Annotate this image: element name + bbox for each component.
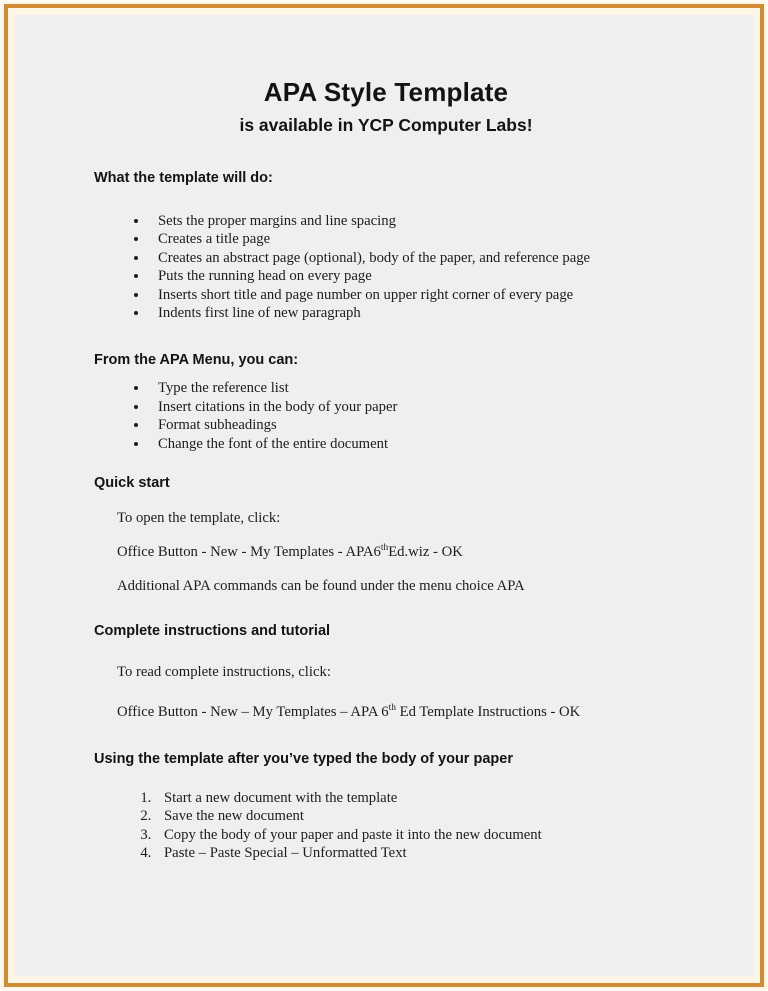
section-heading-quick-start: Quick start: [94, 475, 170, 492]
section-heading-from-apa-menu: From the APA Menu, you can:: [94, 352, 299, 369]
list-item: 2. Save the new document: [155, 807, 753, 825]
page-subtitle: is available in YCP Computer Labs!: [239, 115, 533, 135]
list-item: • Creates an abstract page (optional), body of the paper, and reference page: [149, 249, 753, 267]
menu-path-suffix: Ed Template Instructions - OK: [395, 704, 581, 721]
list-item: 3. Copy the body of your paper and paste it into the new document: [155, 826, 753, 844]
list-item: 1. Start a new document with the template: [155, 789, 753, 807]
list-item: • Indents first line of new paragraph: [149, 304, 753, 322]
list-item: • Type the reference list: [149, 379, 753, 397]
list-item: 4. Paste – Paste Special – Unformatted Text: [155, 844, 753, 862]
list-item: • Insert citations in the body of your paper: [149, 398, 753, 416]
menu-path-prefix: Office Button - New - My Templates - APA6: [117, 544, 381, 561]
list-from-apa-menu: [15, 379, 753, 453]
complete-instructions-menu-path: [15, 703, 753, 721]
document-page-sheet: [15, 15, 753, 976]
complete-instructions-intro: To read complete instructions, click:: [117, 664, 331, 681]
list-what-template-will-do: [15, 212, 753, 322]
list-item: • Sets the proper margins and line spacing: [149, 212, 753, 230]
section-heading-using-the-template: Using the template after you’ve typed the body of your paper: [94, 751, 513, 768]
title-block: [15, 77, 753, 136]
list-using-the-template: [15, 789, 753, 863]
menu-path-prefix: Office Button - New – My Templates – APA 6: [117, 704, 389, 721]
quick-start-note: Additional APA commands can be found under the menu choice APA: [117, 578, 525, 595]
list-item: • Inserts short title and page number on upper right corner of every page: [149, 286, 753, 304]
menu-path-suffix: Ed.wiz - OK: [388, 544, 463, 561]
list-item: • Format subheadings: [149, 416, 753, 434]
menu-path-superscript: th: [388, 703, 396, 714]
quick-start-intro: To open the template, click:: [117, 510, 281, 527]
section-heading-what-template-will-do: What the template will do:: [94, 170, 273, 186]
menu-path-superscript: th: [380, 543, 389, 554]
apa-template-document: [15, 15, 753, 976]
quick-start-menu-path: [15, 543, 753, 561]
section-heading-complete-instructions: Complete instructions and tutorial: [94, 623, 331, 640]
list-item: • Creates a title page: [149, 230, 753, 248]
list-item: • Change the font of the entire document: [149, 435, 753, 453]
list-item: • Puts the running head on every page: [149, 267, 753, 285]
page-title: APA Style Template: [263, 77, 509, 107]
